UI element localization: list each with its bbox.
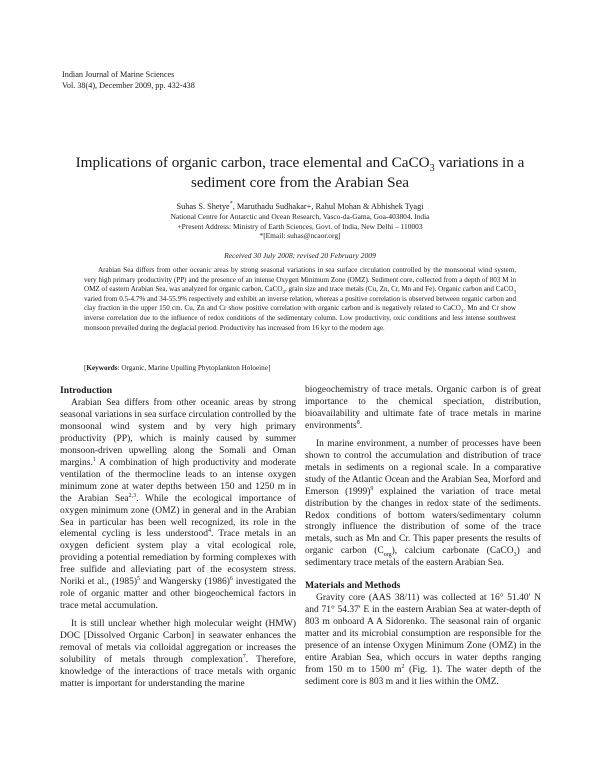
- email-line: *[Email: suhas@ncaor.org]: [259, 231, 341, 241]
- paragraph: biogeochemistry of trace metals. Organic carbon is of great importance to the chemical speciation, distribution, bioavailability and ultimate fate of trace metals in marine environments$^8$.: [305, 385, 541, 431]
- introduction-heading: Introduction: [60, 385, 113, 396]
- paragraph: It is still unclear whether high molecular weight (HMW) DOC [Dissolved Organic Carbon] in seawater enhances the removal of metals via colloidal aggregation or increases the solubility of metals through complexation$^7$. Therefore, knowledge of the interactions of trace metals with organic matter is important for understanding the marine: [60, 619, 296, 689]
- paper-title: Implications of organic carbon, trace elemental and CaCO$_3$ variations in a sediment core from the Arabian Sea: [75, 154, 525, 191]
- affiliation-line: National Centre for Antarctic and Ocean Research, Vasco-da-Gama, Goa-403804, India: [170, 212, 430, 221]
- right-column: [305, 385, 541, 695]
- journal-name: Indian Journal of Marine Sciences: [62, 70, 175, 79]
- left-column: [60, 385, 296, 697]
- paragraph: In marine environment, a number of processes have been shown to control the accumulation and distribution of trace metals in sediments on a regional scale. In a comparative study of the Atlantic Ocean and the Arabian Sea, Morford and Emerson $(1999)^9$ explained the variation of trace metal distribution by the changes in redox state of the sediments. Redox conditions of bottom waters/sedimentary column strongly influence the distribution of some of the trace metals, such as Mn and Cr. This paper presents the results of organic carbon $(C_{org})$, calcium carbonate (CaCO$_3$) and sedimentary trace metals of the eastern Arabian Sea.: [305, 438, 541, 569]
- keywords: [Keywords: Organic, Marine Upulling Phytoplankton Holoeine]: [84, 364, 271, 372]
- abstract: Arabian Sea differs from other oceanic areas by strong seasonal variations in sea surface circulation controlled by the monsoonal wind system, very high primary productivity (PP) and the presence of an intense Oxygen Minimum Zone (OMZ). Sediment core, collected from a depth of 803 M in OMZ of eastern Arabian Sea, was analyzed for organic carbon, CaCO$_3$, grain size and trace metals (Cu, Zn, Cr, Mn and Fe). Organic carbon and CaCO$_3$ varied from 0.5-4.7% and 34-55.9% respectively and exhibit an inverse relation, whereas a positive correlation is observed between organic carbon and clay fraction in the upper 150 cm. Cu, Zn and Cr show positive correlation with organic carbon and is negatively related to CaCO$_3$. Mn and Cr show inverse correlation due to the influence of redox conditions of the sedimentary column. Low productivity, oxic conditions and less intense southwest monsoon prevailed during the deglacial period. Productivity has increased from 16 kyr to the modern age.: [84, 266, 516, 332]
- received-dates: Received 30 July 2008; revised 20 February 2009: [224, 251, 376, 260]
- methods-heading: Materials and Methods: [305, 580, 401, 592]
- journal-volume: Vol. 38(4), December 2009, pp. 432-438: [62, 80, 195, 90]
- paragraph: Arabian Sea differs from other oceanic areas by strong seasonal variations in sea surface circulation controlled by the monsoonal wind system and by very high primary productivity (PP), which is mainly caused by summer monsoon-driven upwelling along the Somali and Oman margins.$^1$ A combination of high productivity and moderate ventilation of the thermocline leads to an intense oxygen minimum zone at water depths between 150 and 1250 m in the Arabian Sea$^{2,3}$. While the ecological importance of oxygen minimum zone (OMZ) in general and in the Arabian Sea in particular has been well recognized, its role in the elemental cycling is less understood$^4$. Trace metals in an oxygen deficient system play a vital ecological role, providing a potential remediation by forming complexes with free sulfide and alleviating part of the ecosystem stress. Noriki et al., $(1985)^5$ and Wangersky $(1986)^6$ investigated the role of organic matter and other biogeochemical factors in trace metal accumulation.: [60, 398, 297, 612]
- affiliation-line: +Present Address: Ministry of Earth Sciences, Govt. of India, New Delhi – 110003: [177, 221, 423, 231]
- author-list: Suhas S. Shetye*, Maruthadu Sudhakar+, Rahul Mohan & Abhishek Tyagi: [176, 201, 424, 211]
- paragraph: Gravity core (AAS 38/11) was collected at 16° 51.40' N and 71° 54.37' E in the eastern Arabian Sea at water-depth of 803 m onboard A A Sidorenko. The seasonal rain of organic matter and its microbial consumption are responsible for the presence of an intense Oxygen Minimum Zone (OMZ) in the entire Arabian Sea, which occurs in water depths ranging from 150 m to 1500 $m^2$ (Fig. 1). The water depth of the sediment core is 803 m and it lies within the OMZ.: [305, 593, 541, 687]
- affiliations: [60, 212, 540, 241]
- journal-header: [62, 70, 195, 91]
